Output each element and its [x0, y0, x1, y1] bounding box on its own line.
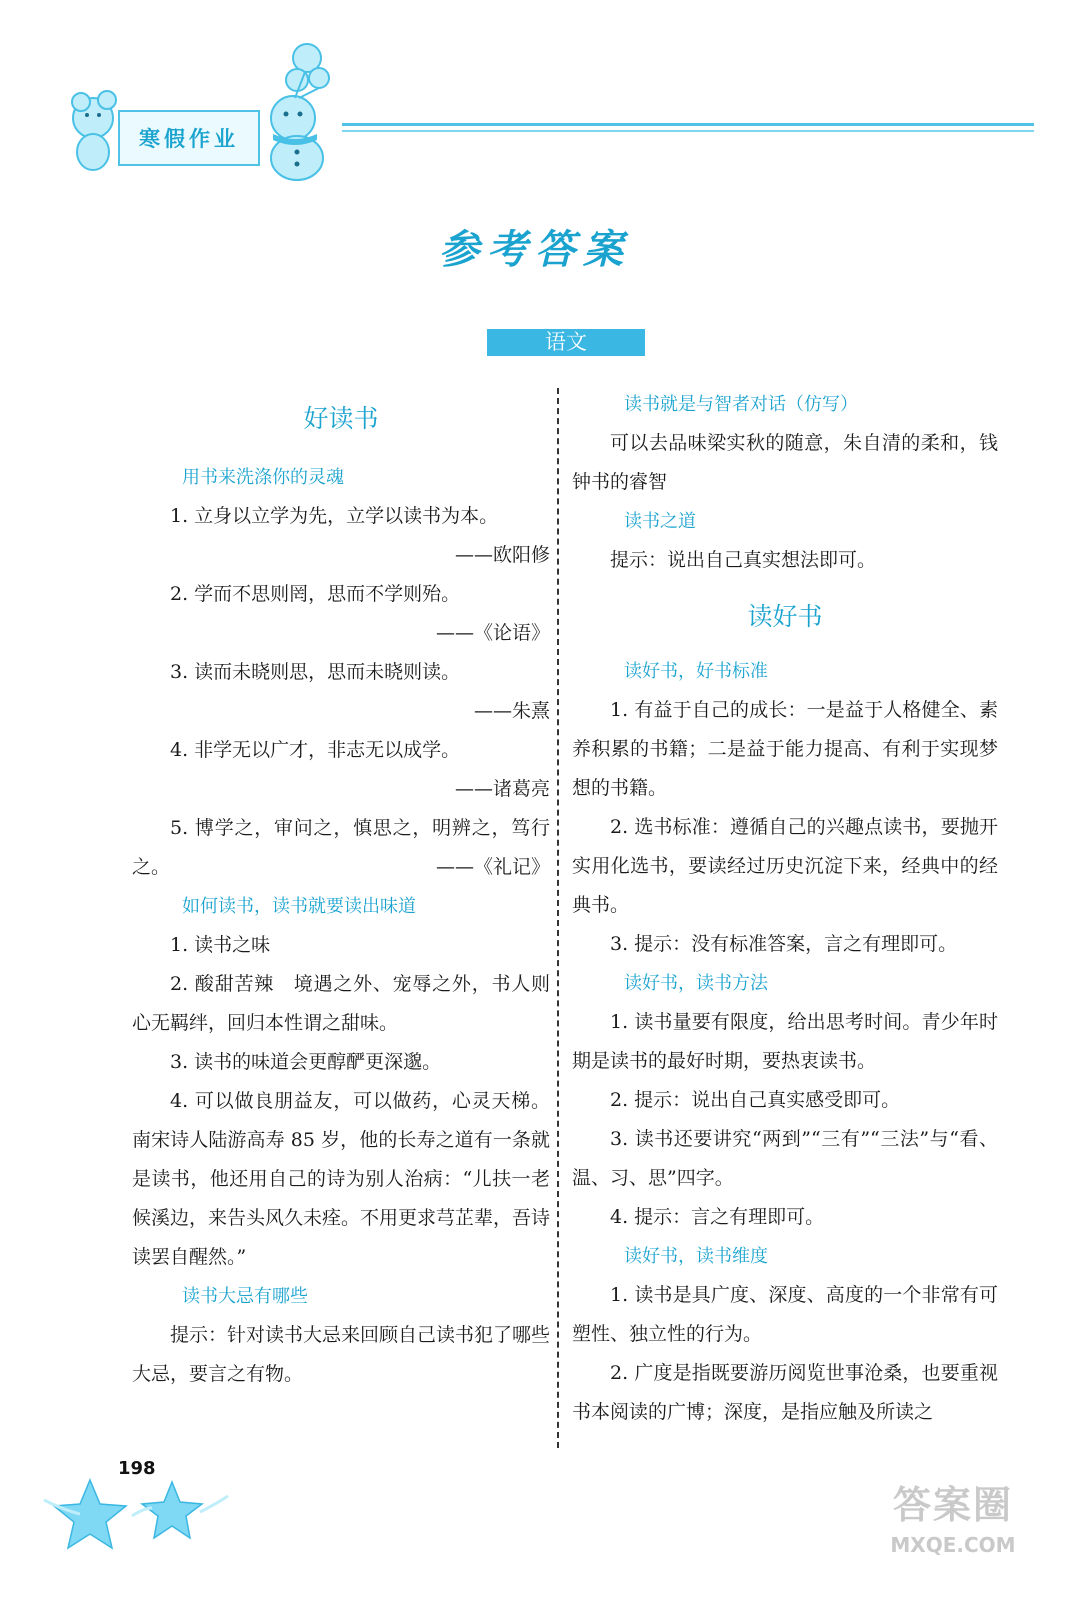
- answer-item: 提示：说出自己真实想法即可。: [610, 549, 877, 571]
- quote-source: ——《论语》: [435, 622, 550, 644]
- answer-item: 1. 有益于自己的成长：一是益于人格健全、素养积累的书籍；二是益于能力提高、有利于实现梦想的书籍。: [572, 699, 998, 799]
- subsection-heading: 读书大忌有哪些: [182, 1286, 308, 1307]
- subsection-heading: 读好书，读书方法: [624, 973, 768, 994]
- answer-item: 2. 选书标准：遵循自己的兴趣点读书，要抛开实用化选书，要读经过历史沉淀下来，经典中的经典书。: [572, 816, 998, 916]
- page-title: 参考答案: [439, 226, 631, 273]
- header-rule-secondary: [342, 130, 1034, 132]
- watermark-url: MXQE.COM: [890, 1533, 1016, 1557]
- answer-item: 4. 可以做良朋益友，可以做药，心灵天梯。南宋诗人陆游高寿 85 岁，他的长寿之道有一条就是读书，他还用自己的诗为别人治病：“儿扶一老候溪边，来告头风久未痊。不用更求芎芷辈，吾诗读罢自醒然。”: [132, 1090, 551, 1268]
- right-column: [572, 385, 998, 1432]
- answer-item: 3. 提示：没有标准答案，言之有理即可。: [610, 933, 958, 955]
- subject-banner: 语文: [487, 329, 645, 356]
- answer-item: 1. 读书量要有限度，给出思考时间。青少年时期是读书的最好时期，要热衷读书。: [572, 1011, 998, 1072]
- answer-item: 4. 提示：言之有理即可。: [610, 1206, 825, 1228]
- answer-item: 2. 提示：说出自己真实感受即可。: [610, 1089, 901, 1111]
- quote-source: ——《礼记》: [435, 856, 550, 878]
- watermark-text: 答案圈: [892, 1483, 1013, 1527]
- answer-item: 提示：针对读书大忌来回顾自己读书犯了哪些大忌，要言之有物。: [132, 1324, 551, 1385]
- answer-item: 2. 广度是指既要游历阅览世事沧桑，也要重视书本阅读的广博；深度，是指应触及所读之: [572, 1362, 998, 1423]
- section-heading: 好读书: [303, 404, 379, 433]
- answer-item: 1. 读书之味: [170, 934, 271, 956]
- answer-item: 2. 酸甜苦辣 境遇之外、宠辱之外，书人则心无羁绊，回归本性谓之甜味。: [132, 973, 550, 1034]
- answer-item: 5. 博学之，审问之，慎思之，明辨之，笃行之。: [132, 817, 550, 878]
- answer-item: 1. 立身以立学为先，立学以读书为本。: [170, 505, 499, 527]
- watermark-logo: [878, 1480, 1028, 1580]
- answer-item: 1. 读书是具广度、深度、高度的一个非常有可塑性、独立性的行为。: [572, 1284, 998, 1345]
- quote-source: ——欧阳修: [454, 544, 550, 566]
- answer-item: 3. 读书的味道会更醇酽更深邈。: [170, 1051, 442, 1073]
- page-number: 198: [118, 1458, 156, 1479]
- subsection-heading: 读书就是与智者对话（仿写）: [624, 394, 858, 415]
- answer-item: 3. 读而未晓则思，思而未晓则读。: [170, 661, 461, 683]
- subsection-heading: 如何读书，读书就要读出味道: [182, 896, 416, 917]
- column-divider: [557, 388, 559, 1448]
- brand-label: 寒假作业: [118, 110, 260, 166]
- left-column: [132, 398, 550, 1394]
- subsection-heading: 用书来洗涤你的灵魂: [182, 467, 344, 488]
- subsection-heading: 读好书，好书标准: [624, 661, 768, 682]
- subsection-heading: 读书之道: [624, 511, 696, 532]
- header-rule: [342, 123, 1034, 126]
- answer-item: 4. 非学无以广才，非志无以成学。: [170, 739, 461, 761]
- subsection-heading: 读好书，读书维度: [624, 1246, 768, 1267]
- section-heading: 读好书: [747, 602, 823, 631]
- answer-item: 3. 读书还要讲究“两到”“三有”“三法”与“看、温、习、思”四字。: [572, 1128, 998, 1189]
- answer-item: 2. 学而不思则罔，思而不学则殆。: [170, 583, 461, 605]
- quote-source: ——诸葛亮: [454, 778, 550, 800]
- answer-item: 可以去品味梁实秋的随意，朱自清的柔和，钱钟书的睿智: [572, 432, 998, 493]
- quote-source: ——朱熹: [473, 700, 550, 722]
